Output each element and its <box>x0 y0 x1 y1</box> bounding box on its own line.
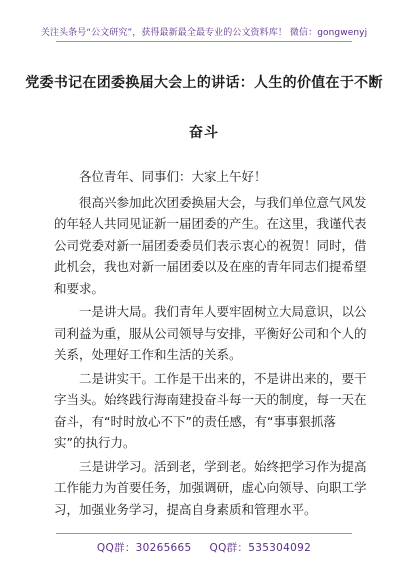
header-divider <box>56 41 352 42</box>
footer-divider <box>56 533 352 534</box>
footer-qq-group-2: QQ群：535304092 <box>209 542 312 554</box>
body-line: 司利益为重，服从公司领导与安排，平衡好公司和个人的 <box>54 325 367 341</box>
body-line: 很高兴参加此次团委换届大会，与我们单位意气风发 <box>79 194 367 210</box>
paragraph-1 <box>54 192 367 300</box>
body-line: 字当头。始终践行海南建投奋斗每一天的制度，每一天在 <box>54 392 367 407</box>
footer <box>0 540 408 555</box>
header-banner: 关注头条号“公文研究”，获得最新最全最专业的公文资料库！ 微信：gongwenyj <box>40 28 368 38</box>
document-title: 党委书记在团委换届大会上的讲话：人生的价值在于不断 <box>25 75 383 91</box>
body-line: 一是讲大局。我们青年人要牢固树立大局意识，以公 <box>79 304 367 319</box>
body-line: 的年轻人共同见证新一届团委的产生。在这里，我谨代表 <box>54 216 367 231</box>
body-line: 和要求。 <box>54 280 105 296</box>
greeting: 各位青年、同事们：大家上午好！ <box>79 169 267 184</box>
body-line: 工作能力为首要任务，加强调研，虚心向领导、向职工学 <box>54 480 367 495</box>
document-title-continued: 奋斗 <box>189 125 219 141</box>
body-line: 实”的执行力。 <box>54 435 136 450</box>
body-line: 三是讲学习。活到老，学到老。始终把学习作为提高 <box>79 458 367 474</box>
body-line: 公司党委对新一届团委委员们表示衷心的祝贺！同时，借 <box>54 237 367 253</box>
body-line: 二是讲实干。工作是干出来的，不是讲出来的，要干 <box>79 370 367 386</box>
paragraph-3 <box>54 368 367 454</box>
document-body <box>54 166 367 522</box>
footer-qq-group-1: QQ群：30265665 <box>96 542 192 554</box>
paragraph-2 <box>54 301 367 366</box>
body-line: 此机会，我也对新一届团委以及在座的青年同志们提希望 <box>54 259 367 274</box>
body-line: 关系，处理好工作和生活的关系。 <box>54 347 242 362</box>
body-line: 习，加强业务学习，提高自身素质和管理水平。 <box>54 501 317 517</box>
body-line: 奋斗，有“时时放心不下”的责任感，有“事事狠抓落 <box>54 413 336 429</box>
paragraph-4 <box>54 456 367 521</box>
